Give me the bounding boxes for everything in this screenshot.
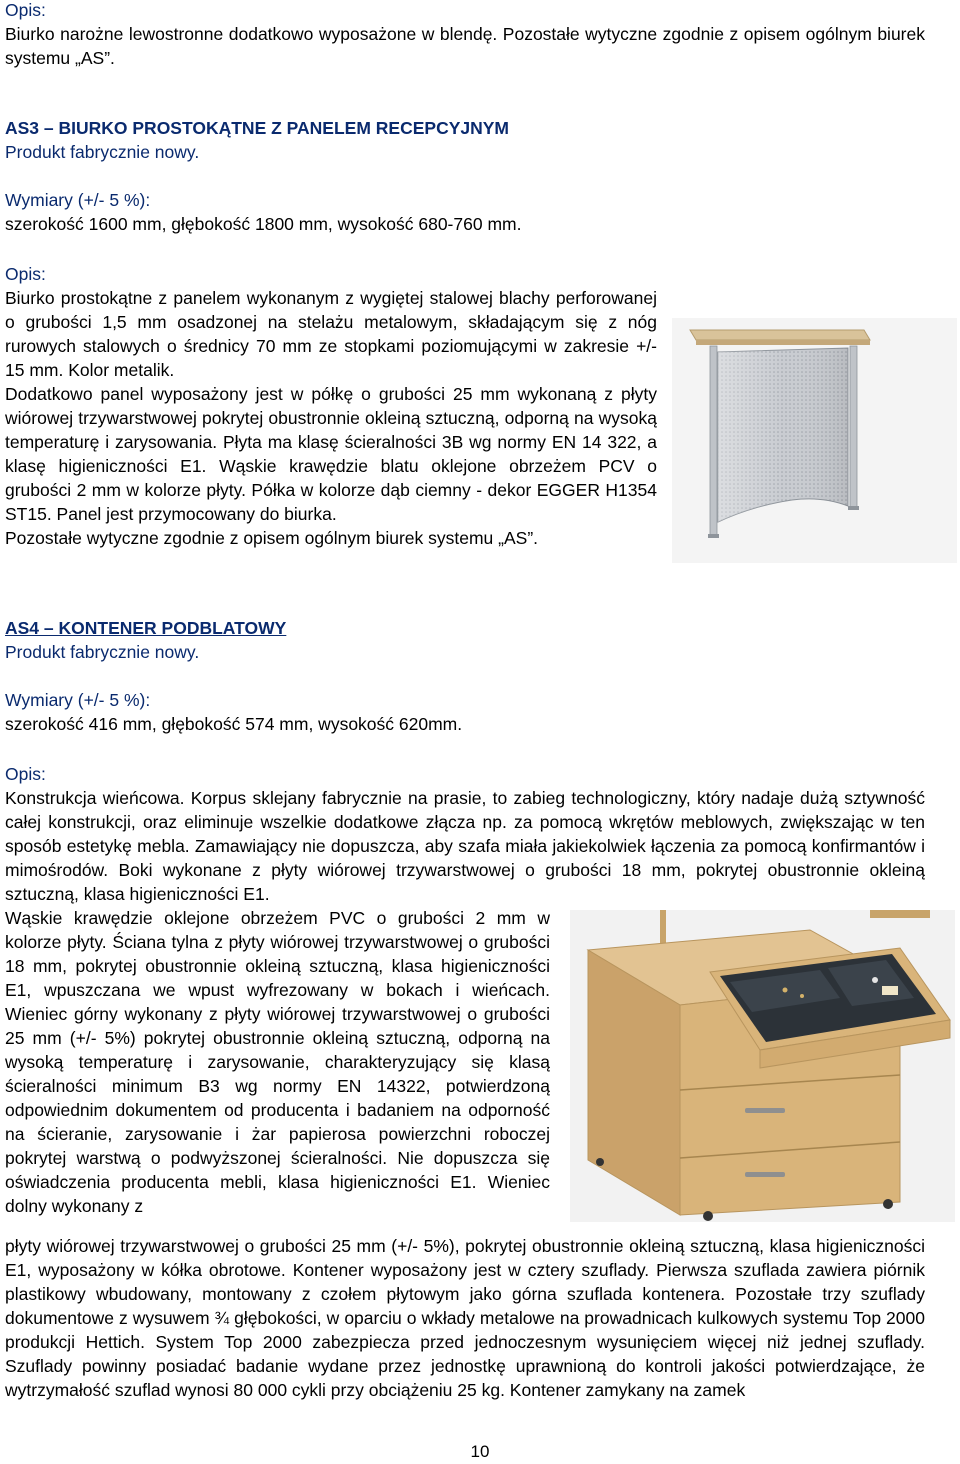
as3-desc-2: Dodatkowo panel wyposażony jest w półkę o grubości 25 mm wykonaną z płyty wiórowej trzywarstwowej pokrytej obustronnie okleiną sztuczną, odporną na wysoką temperaturę i zarysowania. Płyta ma klasę ścieralności 3B wg normy EN 14 322, a klasę higieniczności E1. Wąskie krawędzie blatu oklejone obrzeżem PCV o grubości 2 mm w kolorze płyty. Półka w kolorze dąb ciemny - dekor EGGER H1354 ST15. Panel jest przymocowany do biurka. [5, 384, 657, 524]
as3-dims-block [5, 188, 925, 236]
as4-desc-narrow-block [5, 906, 550, 1218]
as3-desc-1: Biurko prostokątne z panelem wykonanym z wygiętej stalowej blachy perforowanej o grubości 1,5 mm osadzonej na stelażu metalowym, składającym się z nóg rurowych stalowych o średnicy 70 mm ze stopkami poziomującymi w zakresie +/- 15 mm. Kolor metalik. [5, 288, 657, 380]
reception-desk-image [672, 318, 957, 563]
as3-opis-label: Opis: [5, 264, 46, 284]
as3-dims-label: Wymiary (+/- 5 %): [5, 190, 151, 210]
as4-section [5, 616, 925, 664]
as3-title: AS3 – BIURKO PROSTOKĄTNE Z PANELEM RECEPCYJNYM [5, 118, 510, 138]
reception-desk-drawing [672, 318, 957, 563]
as4-desc-narrow: Wąskie krawędzie oklejone obrzeżem PVC o grubości 2 mm w kolorze płyty. Ściana tylna z płyty wiórowej trzywarstwowej o grubości 18 mm, pokrytej obustronnie okleiną sztuczną, klasa higieniczności E1, wpuszczana we wpust wyfrezowany w bokach i wieńcach. Wieniec górny wykonany z płyty wiórowej trzywarstwowej o grubości 25 mm (+/- 5%) pokrytej obustronnie okleiną sztuczną, odporną na wysoką temperaturę i zarysowanie, charakteryzujący się klasą ścieralności minimum B3 wg normy EN 14322, potwierdzoną odpowiednim dokumentem od producenta i badaniem na odporność na ścieranie, zarysowanie i żar papierosa powierzchni roboczej pokrytej warstwą o podwyższonej ścieralności. Nie dopuszcza się oświadczenia producenta mebli, klasa higieniczności E1. Wieniec dolny wykonany z [5, 908, 550, 1216]
as3-desc-3: Pozostałe wytyczne zgodnie z opisem ogólnym biurek systemu „AS”. [5, 528, 539, 548]
as3-subtitle: Produkt fabrycznie nowy. [5, 142, 200, 162]
as4-desc-block [5, 762, 925, 906]
as4-desc-rest: płyty wiórowej trzywarstwowej o grubości 25 mm (+/- 5%), pokrytej obustronnie okleiną sztuczną, klasa higieniczności E1, wyposażony w kółka obrotowe. Kontener wyposażony jest w cztery szuflady. Pierwsza szuflada zawiera piórnik plastikowy wbudowany, montowany z czołem płytowym jako górna szuflada kontenera. Pozostałe trzy szuflady dokumentowe z wysuwem ¾ głębokości, w oparciu o wkłady metalowe na prowadnicach kulkowych systemu Top 2000 produkcji Hettich. System Top 2000 zabezpiecza przed jednoczesnym wysunięciem więcej niż jednej szuflady. Szuflady powinny posiadać badanie wydane przez jednostkę uprawnioną do kontroli jakości potwierdzające, że wytrzymałość szuflad wynosi 80 000 cykli przy obciążeniu 25 kg. Kontener zamykany na zamek [5, 1236, 925, 1400]
as3-dims: szerokość 1600 mm, głębokość 1800 mm, wysokość 680-760 mm. [5, 214, 522, 234]
as4-dims-block [5, 688, 925, 736]
as3-section [5, 116, 925, 164]
page-number: 10 [470, 1442, 490, 1461]
as4-title: AS4 – KONTENER PODBLATOWY [5, 618, 287, 638]
as4-subtitle: Produkt fabrycznie nowy. [5, 642, 200, 662]
as4-opis-label: Opis: [5, 764, 46, 784]
as4-dims: szerokość 416 mm, głębokość 574 mm, wysokość 620mm. [5, 714, 463, 734]
as4-dims-label: Wymiary (+/- 5 %): [5, 690, 151, 710]
intro-opis-text: Biurko narożne lewostronne dodatkowo wyposażone w blendę. Pozostałe wytyczne zgodnie z opisem ogólnym biurek systemu „AS”. [5, 24, 925, 68]
pedestal-container-image [570, 910, 955, 1222]
as3-desc-block [5, 262, 657, 550]
intro-section [5, 0, 925, 70]
pedestal-container-drawing [570, 910, 955, 1222]
as4-desc-rest-block [5, 1234, 925, 1402]
intro-opis-label: Opis: [5, 0, 46, 20]
as4-desc-full: Konstrukcja wieńcowa. Korpus sklejany fabrycznie na prasie, to zabieg technologiczny, który nadaje dużą sztywność całej konstrukcji, oraz eliminuje wszelkie dodatkowe złącza np. za pomocą wkrętów meblowych, zwiększając w ten sposób estetykę mebla. Zamawiający nie dopuszcza, aby szafa miała jakiekolwiek łączenia za pomocą konfirmantów i mimośrodów. Boki wykonane z płyty wiórowej trzywarstwowej o grubości 18 mm, pokrytej obustronnie okleiną sztuczną, klasa higieniczności E1. [5, 788, 925, 904]
